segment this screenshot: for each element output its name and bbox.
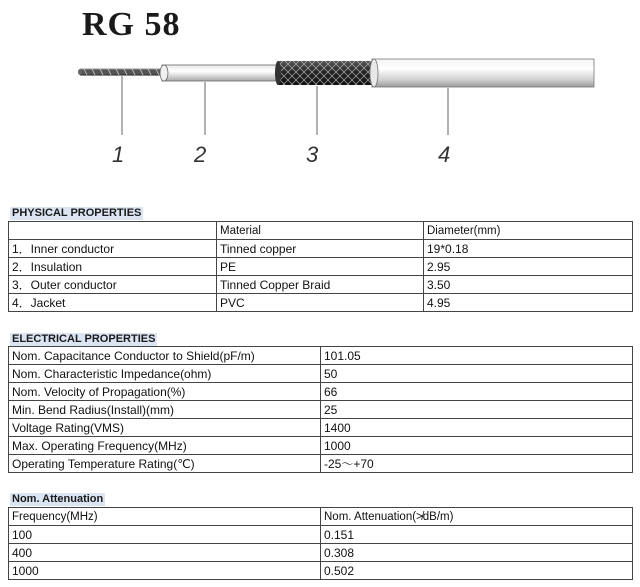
page-title: RG 58 bbox=[82, 6, 181, 43]
table-cell: 66 bbox=[321, 383, 633, 401]
table-cell: 1400 bbox=[321, 419, 633, 437]
table-row bbox=[9, 258, 633, 276]
table-cell: PVC bbox=[217, 294, 424, 312]
column-header: Frequency(MHz) bbox=[9, 508, 321, 526]
table-row bbox=[9, 240, 633, 258]
table-cell: 101.05 bbox=[321, 347, 633, 365]
table-cell: 400 bbox=[9, 544, 321, 562]
table-cell: 1000 bbox=[321, 437, 633, 455]
electrical-properties-heading: ELECTRICAL PROPERTIES bbox=[12, 333, 156, 345]
table-header-row bbox=[9, 508, 633, 526]
table-cell: Nom. Characteristic Impedance(ohm) bbox=[9, 365, 321, 383]
table-cell: Min. Bend Radius(Install)(mm) bbox=[9, 401, 321, 419]
table-cell: PE bbox=[217, 258, 424, 276]
table-cell: -25～+70 bbox=[321, 455, 633, 473]
table-cell: 0.502 bbox=[321, 562, 633, 580]
electrical-properties-table bbox=[8, 346, 633, 473]
table-cell: Voltage Rating(VMS) bbox=[9, 419, 321, 437]
table-header-row bbox=[9, 222, 633, 240]
table-row bbox=[9, 419, 633, 437]
table-cell: 2．Insulation bbox=[9, 258, 217, 276]
jacket bbox=[370, 59, 594, 87]
table-cell: 3.50 bbox=[424, 276, 633, 294]
table-cell: 4．Jacket bbox=[9, 294, 217, 312]
column-header: Diameter(mm) bbox=[424, 222, 633, 240]
table-cell: 50 bbox=[321, 365, 633, 383]
table-cell: 1000 bbox=[9, 562, 321, 580]
attenuation-heading: Nom. Attenuation bbox=[12, 493, 104, 505]
table-cell: 25 bbox=[321, 401, 633, 419]
table-cell: 4.95 bbox=[424, 294, 633, 312]
table-cell: Tinned copper bbox=[217, 240, 424, 258]
table-cell: 1．Inner conductor bbox=[9, 240, 217, 258]
table-cell: Tinned Copper Braid bbox=[217, 276, 424, 294]
table-row bbox=[9, 294, 633, 312]
insulation bbox=[160, 65, 282, 81]
table-cell: 2.95 bbox=[424, 258, 633, 276]
table-row bbox=[9, 365, 633, 383]
table-cell: 3．Outer conductor bbox=[9, 276, 217, 294]
table-row bbox=[9, 455, 633, 473]
callout-1: 1 bbox=[112, 142, 125, 167]
physical-properties-table bbox=[8, 221, 633, 312]
attenuation-table bbox=[8, 507, 633, 580]
table-row bbox=[9, 562, 633, 580]
table-cell: Operating Temperature Rating(℃) bbox=[9, 455, 321, 473]
table-cell: Max. Operating Frequency(MHz) bbox=[9, 437, 321, 455]
table-cell: 0.151 bbox=[321, 526, 633, 544]
inner-conductor bbox=[78, 69, 166, 75]
table-row bbox=[9, 383, 633, 401]
table-row bbox=[9, 401, 633, 419]
outer-conductor bbox=[275, 61, 378, 85]
callout-2: 2 bbox=[194, 142, 207, 167]
table-row bbox=[9, 526, 633, 544]
table-row bbox=[9, 347, 633, 365]
callout-3: 3 bbox=[306, 142, 319, 167]
column-header: Nom. Attenuation(≯dB/m) bbox=[321, 508, 633, 526]
table-row bbox=[9, 544, 633, 562]
table-cell: 100 bbox=[9, 526, 321, 544]
table-cell: Nom. Velocity of Propagation(%) bbox=[9, 383, 321, 401]
table-cell: Nom. Capacitance Conductor to Shield(pF/m) bbox=[9, 347, 321, 365]
table-cell: 19*0.18 bbox=[424, 240, 633, 258]
cable-diagram bbox=[0, 40, 640, 170]
table-row bbox=[9, 276, 633, 294]
physical-properties-heading: PHYSICAL PROPERTIES bbox=[12, 207, 142, 219]
table-row bbox=[9, 437, 633, 455]
table-cell: 0.308 bbox=[321, 544, 633, 562]
column-header bbox=[9, 222, 217, 240]
callout-4: 4 bbox=[438, 142, 451, 167]
column-header: Material bbox=[217, 222, 424, 240]
